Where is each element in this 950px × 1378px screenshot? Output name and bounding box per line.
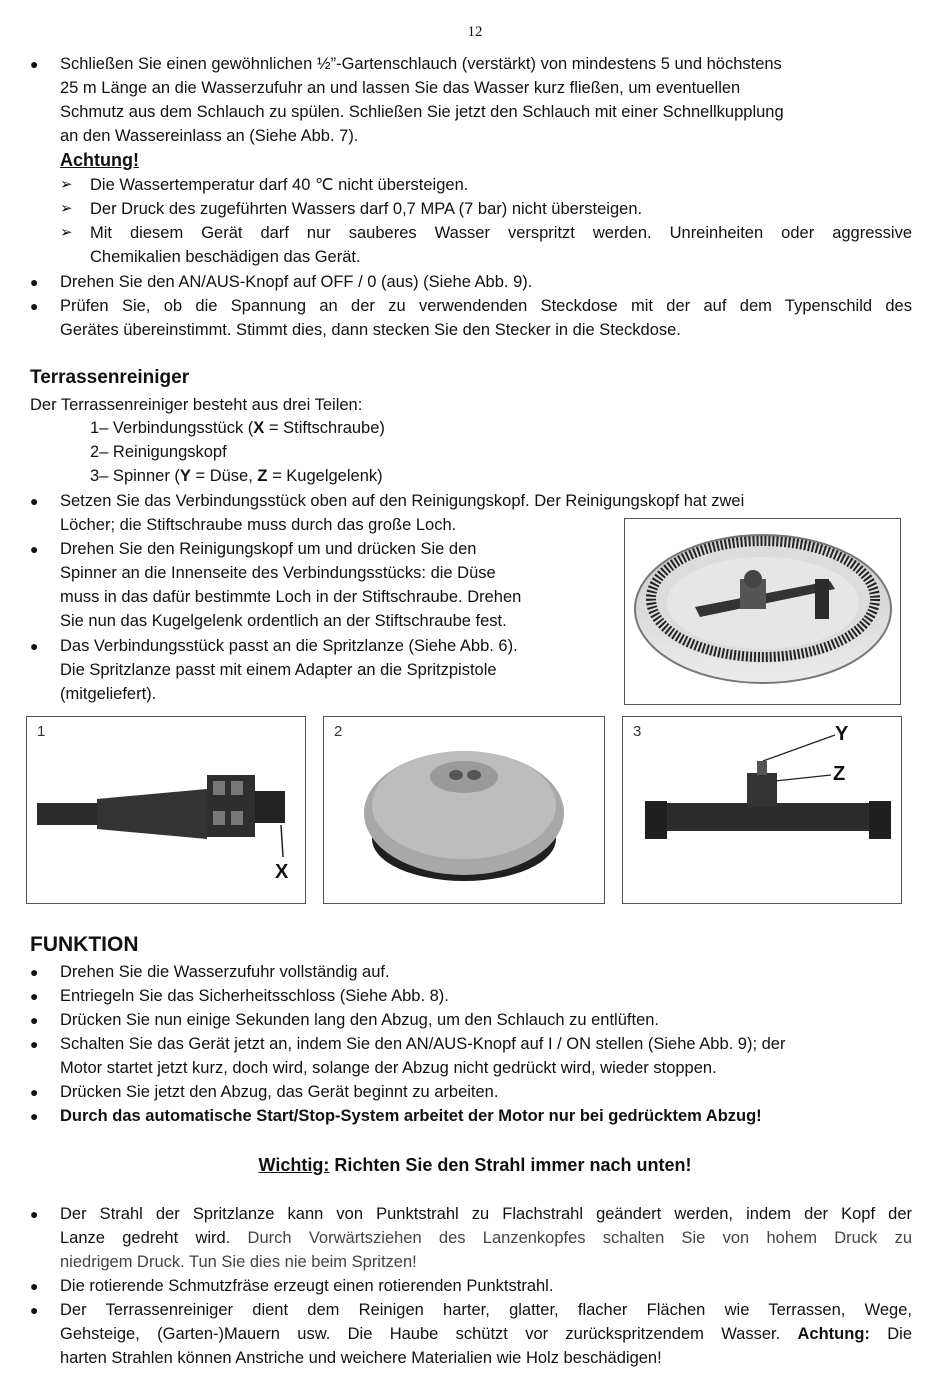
achtung-heading: Achtung! xyxy=(60,150,139,170)
figure-1-connector xyxy=(26,716,306,904)
text-line: Löcher; die Stiftschraube muss durch das große Loch. xyxy=(60,516,457,534)
text-line: Die rotierende Schmutzfräse erzeugt einen rotierenden Punktstrahl. xyxy=(60,1277,554,1295)
text-line: Drücken Sie jetzt den Abzug, das Gerät beginnt zu arbeiten. xyxy=(60,1083,499,1101)
section-heading-funktion: FUNKTION xyxy=(30,933,139,956)
text-line: an den Wassereinlass an (Siehe Abb. 7). xyxy=(60,127,359,145)
terrace-cleaner-photo xyxy=(624,518,901,705)
arrow-marker: ➢ xyxy=(60,200,73,217)
text-line: Die Wassertemperatur darf 40 ℃ nicht übersteigen. xyxy=(90,176,469,194)
bullet-marker: ● xyxy=(30,1302,39,1318)
figure-2-cleaning-head xyxy=(323,716,605,904)
text-line: Sie nun das Kugelgelenk ordentlich an der Stiftschraube fest. xyxy=(60,612,507,630)
bullet-marker: ● xyxy=(30,1084,39,1100)
bullet-marker: ● xyxy=(30,1036,39,1052)
text-line: Die Spritzlanze passt mit einem Adapter an die Spritzpistole xyxy=(60,661,497,679)
arrow-marker: ➢ xyxy=(60,224,73,241)
text-line: Lanze gedreht wird. Durch Vorwärtsziehen des Lanzenkopfes schalten Sie von hohem Druck zu xyxy=(60,1229,912,1247)
text-line: Setzen Sie das Verbindungsstück oben auf den Reinigungskopf. Der Reinigungskopf hat zwei xyxy=(60,492,745,510)
text-line: muss in das dafür bestimmte Loch in der Stiftschraube. Drehen xyxy=(60,588,522,606)
text-line: Mit diesem Gerät darf nur sauberes Wasser verspritzt werden. Unreinheiten oder aggressive xyxy=(90,224,912,242)
text-line: Schmutz aus dem Schlauch zu spülen. Schließen Sie jetzt den Schlauch mit einer Schnellkupplung xyxy=(60,103,784,121)
text-line: Das Verbindungsstück passt an die Spritzlanze (Siehe Abb. 6). xyxy=(60,637,518,655)
figure-number: 3 xyxy=(633,723,642,740)
text-line: Gerätes übereinstimmt. Stimmt dies, dann stecken Sie den Stecker in die Steckdose. xyxy=(60,321,681,339)
bullet-marker: ● xyxy=(30,988,39,1004)
text-line: Prüfen Sie, ob die Spannung an der zu verwendenden Steckdose mit der auf dem Typenschild des xyxy=(60,297,912,315)
text-line: Schließen Sie einen gewöhnlichen ½”-Gartenschlauch (verstärkt) von mindestens 5 und höchstens xyxy=(60,55,782,73)
bullet-marker: ● xyxy=(30,1278,39,1294)
parts-list-item: 3– Spinner (Y = Düse, Z = Kugelgelenk) xyxy=(90,467,383,485)
text-line: Chemikalien beschädigen das Gerät. xyxy=(90,248,361,266)
bullet-marker: ● xyxy=(30,493,39,509)
text-line: Drücken Sie nun einige Sekunden lang den Abzug, um den Schlauch zu entlüften. xyxy=(60,1011,660,1029)
text-line: Drehen Sie den Reinigungskopf um und drücken Sie den xyxy=(60,540,477,558)
bullet-marker: ● xyxy=(30,1012,39,1028)
text-line: Der Druck des zugeführten Wassers darf 0,7 MPA (7 bar) nicht übersteigen. xyxy=(90,200,643,218)
figure-number: 2 xyxy=(334,723,343,740)
bullet-marker: ● xyxy=(30,56,39,72)
text-line: (mitgeliefert). xyxy=(60,685,157,703)
label-z: Z xyxy=(833,763,846,785)
text-line: Drehen Sie die Wasserzufuhr vollständig auf. xyxy=(60,963,390,981)
text-line: Der Terrassenreiniger besteht aus drei Teilen: xyxy=(30,396,363,414)
page-number: 12 xyxy=(467,24,483,40)
parts-list-item: 2– Reinigungskopf xyxy=(90,443,227,461)
parts-list-item: 1– Verbindungsstück (X = Stiftschraube) xyxy=(90,419,385,437)
bullet-marker: ● xyxy=(30,274,39,290)
bullet-marker: ● xyxy=(30,1108,39,1124)
bullet-marker: ● xyxy=(30,541,39,557)
text-line: Der Terrassenreiniger dient dem Reinigen harter, glatter, flacher Flächen wie Terrassen, Wege, xyxy=(60,1301,912,1319)
text-line: Entriegeln Sie das Sicherheitsschloss (Siehe Abb. 8). xyxy=(60,987,449,1005)
bullet-marker: ● xyxy=(30,1206,39,1222)
figure-3-spinner xyxy=(622,716,902,904)
text-line: harten Strahlen können Anstriche und weichere Materialien wie Holz beschädigen! xyxy=(60,1349,662,1367)
arrow-marker: ➢ xyxy=(60,176,73,193)
bullet-marker: ● xyxy=(30,298,39,314)
text-line: niedrigem Druck. Tun Sie dies nie beim Spritzen! xyxy=(60,1253,417,1271)
text-line: Der Strahl der Spritzlanze kann von Punktstrahl zu Flachstrahl geändert werden, indem der Kopf der xyxy=(60,1205,912,1223)
bullet-marker: ● xyxy=(30,964,39,980)
text-line: 25 m Länge an die Wasserzufuhr an und lassen Sie das Wasser kurz fließen, um eventuellen xyxy=(60,79,741,97)
text-line-bold: Durch das automatische Start/Stop-System arbeitet der Motor nur bei gedrücktem Abzug! xyxy=(60,1107,762,1125)
text-line: Spinner an die Innenseite des Verbindungsstücks: die Düse xyxy=(60,564,496,582)
text-line: Schalten Sie das Gerät jetzt an, indem Sie den AN/AUS-Knopf auf I / ON stellen (Siehe Abb. 9); der xyxy=(60,1035,786,1053)
text-line: Drehen Sie den AN/AUS-Knopf auf OFF / 0 (aus) (Siehe Abb. 9). xyxy=(60,273,533,291)
label-x: X xyxy=(275,861,289,883)
wichtig-notice: Wichtig: Richten Sie den Strahl immer nach unten! xyxy=(258,1155,692,1175)
text-line: Motor startet jetzt kurz, doch wird, solange der Abzug nicht gedrückt wird, wieder stoppen. xyxy=(60,1059,717,1077)
label-y: Y xyxy=(835,723,849,745)
section-heading-terrassen: Terrassenreiniger xyxy=(30,367,190,388)
text-line: Gehsteige, (Garten-)Mauern usw. Die Haube schützt vor zurückspritzendem Wasser. Achtung: Die xyxy=(60,1325,912,1343)
bullet-marker: ● xyxy=(30,638,39,654)
figure-number: 1 xyxy=(37,723,46,740)
